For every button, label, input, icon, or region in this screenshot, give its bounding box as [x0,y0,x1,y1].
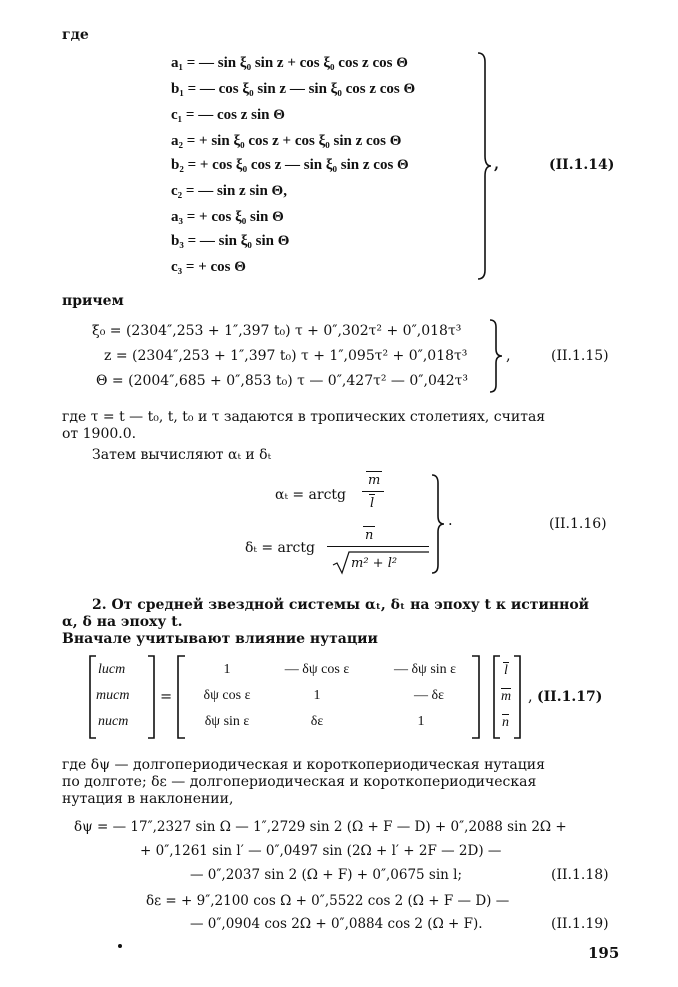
eq19-line2: — 0″,0904 cos 2Ω + 0″,0884 cos 2 (Ω + F). [190,916,483,932]
eq17-rhs-l: l [504,663,508,678]
eq16-delta-den: m² + l² [351,556,398,571]
page-number: 195 [588,944,620,962]
para-2-line1: 2. От средней звездной системы αₜ, δₜ на эпоху t к истинной [92,597,590,613]
eq18-line2: + 0″,1261 sin l′ — 0″,0497 sin (2Ω + l′ + 2F — 2D) — [140,843,502,859]
eq14-number: (II.1.14) [549,157,615,173]
eq14-line-c1: c₁ = — cos z sin Θ [171,107,285,123]
word-where-top: где [62,27,89,43]
eq14-line-a1: a₁ = — sin ξ₀ sin z + cos ξ₀ cos z cos Θ [171,55,408,71]
eq16-delta-fraction-bar [327,546,429,547]
eq17-m32: δε [310,714,324,729]
eq17-lhs-m: mист [96,688,130,703]
eq17-comma: , [528,689,533,705]
eq16-period: . [448,513,453,529]
eq18-number: (II.1.18) [551,867,609,883]
eq16-alpha-lhs: αₜ = arctg [275,487,347,503]
eq14-line-b3: b₃ = — sin ξ₀ sin Θ [171,233,290,249]
para-2-line3: Вначале учитывают влияние нутации [62,631,378,647]
eq14-line-a2: a₂ = + sin ξ₀ cos z + cos ξ₀ sin z cos Θ [171,133,402,149]
eq17-m11: 1 [223,662,231,677]
para-then: Затем вычисляют αₜ и δₜ [92,447,272,463]
eq17-m33: 1 [417,714,425,729]
eq17-m12: — δψ cos ε [284,662,350,677]
eq16-delta-num: n [365,528,374,543]
eq16-right-brace [430,474,446,574]
word-prichem: причем [62,293,124,309]
eq17-m22: 1 [313,688,321,703]
print-speck [118,944,122,948]
eq18-line1: δψ = — 17″,2327 sin Ω — 1″,2729 sin 2 (Ω + F — D) + 0″,2088 sin 2Ω + [74,819,567,835]
para-nutation-line1: где δψ — долгопериодическая и короткопериодическая нутация [62,757,545,773]
eq16-alpha-fraction-bar [362,491,384,492]
eq14-line-a3: a₃ = + cos ξ₀ sin Θ [171,209,284,225]
eq14-comma: , [494,156,500,173]
eq17-rhs-n: n [502,715,509,730]
eq19-number: (II.1.19) [551,916,609,932]
eq16-number: (II.1.16) [549,516,607,532]
eq15-line-theta: Θ = (2004″,685 + 0″,853 t₀) τ — 0″,427τ² — 0″,042τ³ [96,373,469,389]
eq17-m31: δψ sin ε [204,714,250,729]
eq16-delta-lhs: δₜ = arctg [245,540,315,556]
para-tau-line2: от 1900.0. [62,426,137,442]
eq18-line3: — 0″,2037 sin 2 (Ω + F) + 0″,0675 sin l; [190,867,463,883]
para-2-line2: α, δ на эпоху t. [62,614,183,630]
eq16-alpha-num: m [368,473,381,488]
eq14-line-c2: c₂ = — sin z sin Θ, [171,183,287,199]
eq14-line-c3: c₃ = + cos Θ [171,259,246,275]
eq15-line-xi: ξ₀ = (2304″,253 + 1″,397 t₀) τ + 0″,302τ² + 0″,018τ³ [92,323,462,339]
eq17-lhs-n: nист [98,714,129,729]
para-nutation-line2: по долготе; δε — долгопериодическая и короткопериодическая [62,774,537,790]
eq17-lhs-l: lист [98,662,126,677]
eq14-line-b1: b₁ = — cos ξ₀ sin z — sin ξ₀ cos z cos Θ [171,81,416,97]
eq17-m13: — δψ sin ε [393,662,457,677]
eq17-m21: δψ cos ε [203,688,251,703]
eq17-m23: — δε [414,688,444,703]
eq14-right-brace [476,52,494,280]
eq16-alpha-den: l [370,496,375,511]
eq15-line-z: z = (2304″,253 + 1″,397 t₀) τ + 1″,095τ² + 0″,018τ³ [104,348,468,364]
eq19-line1: δε = + 9″,2100 cos Ω + 0″,5522 cos 2 (Ω + F — D) — [146,893,510,909]
eq15-comma: , [506,348,511,364]
eq14-line-b2: b₂ = + cos ξ₀ cos z — sin ξ₀ sin z cos Θ [171,157,409,173]
eq15-right-brace [488,319,504,393]
eq17-rhs-m: m [501,689,512,704]
eq15-number: (II.1.15) [551,348,609,364]
eq17-equals: = [160,689,173,705]
eq17-number: (II.1.17) [537,689,603,705]
para-nutation-line3: нутация в наклонении, [62,791,234,807]
para-tau-line1: где τ = t — t₀, t, t₀ и τ задаются в тропических столетиях, считая [62,409,546,425]
